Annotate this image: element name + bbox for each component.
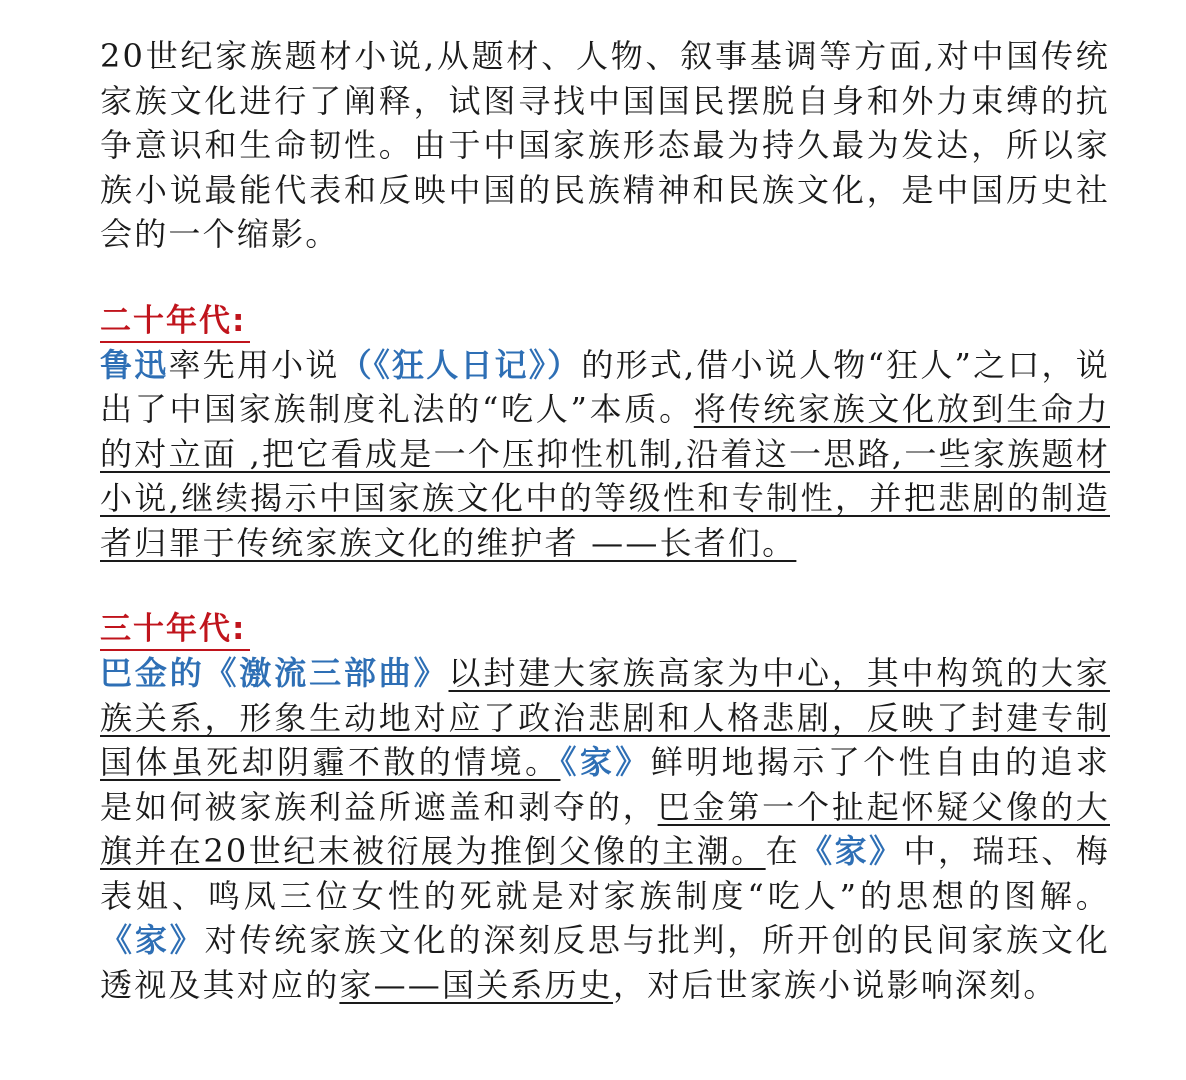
work-kuangren-riji: （《狂人日记》） [339, 345, 582, 384]
section-20s-heading: 二十年代: [100, 301, 250, 343]
work-jiliu-sanbuqu: 巴金的《激流三部曲》 [100, 654, 449, 692]
section-30s-text-5: ，对后世家族小说影响深刻。 [613, 965, 1058, 1004]
section-20s-text-1: 率先用小说 [168, 345, 340, 384]
section-30s-text-4: 对传统家族文化的深刻反思与批判，所开创的民间家族文化透视及其对应的 [100, 921, 1111, 1004]
work-jia-1: 《家》 [560, 743, 651, 781]
document-page [100, 34, 1110, 1007]
work-jia-2: 《家》 [800, 832, 904, 870]
section-30s-heading-wrap [100, 609, 1110, 651]
section-30s-heading: 三十年代: [100, 609, 250, 651]
section-20s-underlined-text: 将传统家族文化放到生命力的对立面 ,把它看成是一个压抑性机制,沿着这一思路,一些家族题材小说,继续揭示中国家族文化中的等级性和专制性，并把悲剧的制造者归罪于传统家族文化的维护者 ——长者们。 [100, 390, 1110, 562]
section-20s-body [100, 343, 1110, 566]
section-20s-text-2: 的形式,借小说人物“狂人”之口，说出了中国家族制度礼法的“吃人”本质。 [100, 345, 1110, 428]
section-30s-body [100, 651, 1110, 1007]
section-30s-underlined-2: 巴金第一个扯起怀疑父像的大旗并在20世纪末被衍展为推倒父像的主潮。 [100, 787, 1110, 870]
section-30s-underlined-1: 以封建大家族高家为中心，其中构筑的大家族关系，形象生动地对应了政治悲剧和人格悲剧，反映了封建专制国体虽死却阴霾不散的情境。 [100, 654, 1110, 781]
intro-paragraph: 20世纪家族题材小说,从题材、人物、叙事基调等方面,对中国传统家族文化进行了阐释，试图寻找中国国民摆脱自身和外力束缚的抗争意识和生命韧性。由于中国家族形态最为持久最为发达，所以家族小说最能代表和反映中国的民族精神和民族文化，是中国历史社会的一个缩影。 [100, 37, 1110, 253]
section-20s-heading-wrap [100, 301, 1110, 343]
section-30s-text-1: 鲜明地揭示了个性自由的追求是如何被家族利益所遮盖和剥夺的， [100, 743, 1110, 826]
section-30s-text-3: 中，瑞珏、梅表姐、鸣凤三位女性的死就是对家族制度“吃人”的思想的图解。 [100, 832, 1110, 915]
section-30s-text-2: 在 [765, 832, 801, 870]
work-jia-3: 《家》 [100, 921, 205, 959]
author-luxun: 鲁迅 [100, 345, 169, 384]
section-30s-underlined-3: 家——国关系历史 [339, 965, 614, 1004]
